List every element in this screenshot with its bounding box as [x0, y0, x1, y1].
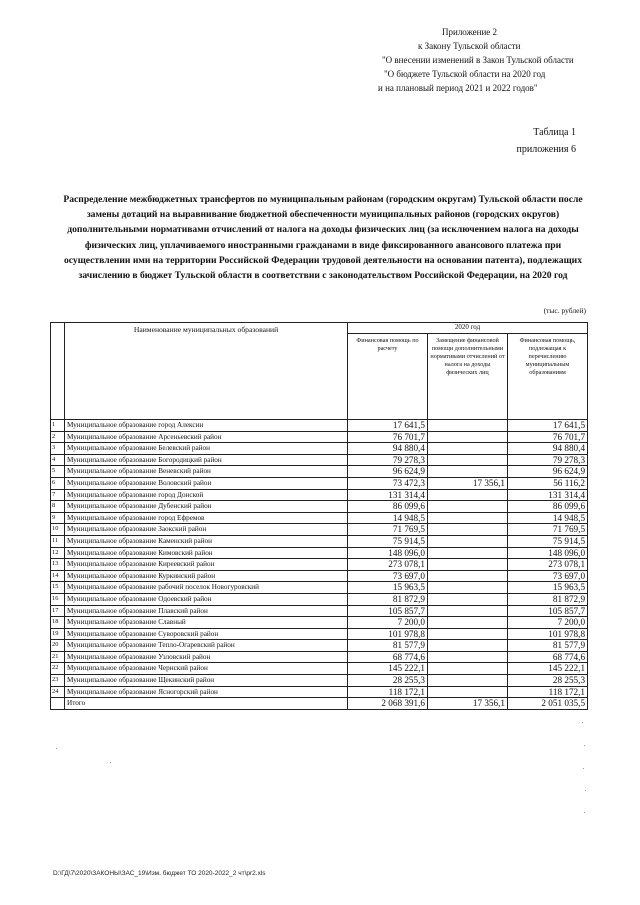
row-calculated: 76 701,7 [348, 431, 428, 443]
row-replacement [428, 512, 508, 524]
scan-speck [56, 748, 57, 749]
row-name: Муниципальное образование город Донской [65, 489, 348, 501]
row-replacement: 17 356,1 [428, 477, 508, 489]
table-row [51, 431, 588, 443]
row-number: 17 [51, 605, 65, 617]
row-transfer: 75 914,5 [508, 535, 588, 547]
table-row [51, 605, 588, 617]
table-row [51, 420, 588, 432]
appendix-line-5: и на плановый период 2021 и 2022 годов" [378, 83, 538, 93]
row-replacement [428, 489, 508, 501]
row-transfer: 76 701,7 [508, 431, 588, 443]
row-transfer: 15 963,5 [508, 582, 588, 594]
total-number-cell [51, 698, 65, 710]
total-transfer: 2 051 035,5 [508, 698, 588, 710]
row-number: 2 [51, 431, 65, 443]
table-row [51, 640, 588, 652]
row-name: Муниципальное образование Узловский район [65, 651, 348, 663]
row-replacement [428, 640, 508, 652]
file-path-footer: D:\ГД\7\2020\ЗАКОНЫ\ЗАС_19\Изм. бюджет ТО 2020-2022_2 чт\pr2.xls [53, 870, 266, 877]
appendix-header [378, 25, 628, 95]
table-row [51, 535, 588, 547]
row-number: 18 [51, 617, 65, 629]
row-name: Муниципальное образование город Ефремов [65, 512, 348, 524]
total-replacement: 17 356,1 [428, 698, 508, 710]
table-row [51, 512, 588, 524]
row-replacement [428, 535, 508, 547]
table-row [51, 501, 588, 513]
row-calculated: 28 255,3 [348, 675, 428, 687]
table-row [51, 477, 588, 489]
row-number: 23 [51, 675, 65, 687]
row-name: Муниципальное образование Одоевский район [65, 593, 348, 605]
row-calculated: 14 948,5 [348, 512, 428, 524]
row-name: Муниципальное образование Арсеньевский район [65, 431, 348, 443]
row-calculated: 118 172,1 [348, 686, 428, 698]
table-row [51, 570, 588, 582]
header-number-cell [51, 323, 65, 420]
table-row [51, 559, 588, 571]
table-ref-line-1: Таблица 1 [533, 127, 576, 138]
row-calculated: 75 914,5 [348, 535, 428, 547]
row-number: 6 [51, 477, 65, 489]
document-title: Распределение межбюджетных трансфертов по муниципальным районам (городским округам) Тульской области после замены дотаций на выравнивание бюджетной обеспеченности муниципальных районов (городских округов) дополнительными нормативами отчислений от налога на доходы физических лиц (за исключением налога на доходы физических лиц, уплачиваемого иностранными гражданами в виде фиксированного авансового платежа при осуществлении ими на территории Российской Федерации трудовой деятельности на основании патента), подлежащих зачислению в бюджет Тульской области в соответствии с законодательством Российской Федерации, на 2020 год [63, 194, 583, 282]
header-col-calculated: Финансовая помощь по расчету [348, 334, 428, 420]
row-transfer: 145 222,1 [508, 663, 588, 675]
table-row [51, 651, 588, 663]
row-replacement [428, 454, 508, 466]
row-number: 12 [51, 547, 65, 559]
row-transfer: 131 314,4 [508, 489, 588, 501]
total-calculated: 2 068 391,6 [348, 698, 428, 710]
row-transfer: 71 769,5 [508, 524, 588, 536]
table-row [51, 617, 588, 629]
appendix-line-3: "О внесении изменений в Закон Тульской области [382, 55, 574, 65]
table-row [51, 547, 588, 559]
row-transfer: 118 172,1 [508, 686, 588, 698]
row-name: Муниципальное образование Чернский район [65, 663, 348, 675]
row-replacement [428, 617, 508, 629]
row-name: Муниципальное образование Киреевский район [65, 559, 348, 571]
row-calculated: 273 078,1 [348, 559, 428, 571]
total-row [51, 698, 588, 710]
row-calculated: 15 963,5 [348, 582, 428, 594]
row-transfer: 28 255,3 [508, 675, 588, 687]
row-number: 9 [51, 512, 65, 524]
scan-speck [584, 745, 585, 746]
row-transfer: 81 577,9 [508, 640, 588, 652]
units-label: (тыс. рублей) [543, 306, 586, 315]
row-calculated: 148 096,0 [348, 547, 428, 559]
table-row [51, 443, 588, 455]
row-number: 10 [51, 524, 65, 536]
row-name: Муниципальное образование Белевский район [65, 443, 348, 455]
row-transfer: 86 099,6 [508, 501, 588, 513]
row-calculated: 86 099,6 [348, 501, 428, 513]
table-row [51, 628, 588, 640]
row-replacement [428, 686, 508, 698]
row-replacement [428, 593, 508, 605]
row-number: 5 [51, 466, 65, 478]
row-name: Муниципальное образование Плавский район [65, 605, 348, 617]
row-name: Муниципальное образование Воловский район [65, 477, 348, 489]
row-number: 15 [51, 582, 65, 594]
table-ref-line-2: приложения 6 [516, 144, 576, 155]
row-calculated: 94 880,4 [348, 443, 428, 455]
row-transfer: 14 948,5 [508, 512, 588, 524]
table-row [51, 593, 588, 605]
row-calculated: 96 624,9 [348, 466, 428, 478]
row-name: Муниципальное образование Суворовский район [65, 628, 348, 640]
table-row [51, 675, 588, 687]
row-transfer: 81 872,9 [508, 593, 588, 605]
row-number: 20 [51, 640, 65, 652]
row-replacement [428, 443, 508, 455]
row-name: Муниципальное образование Каменский район [65, 535, 348, 547]
row-transfer: 7 200,0 [508, 617, 588, 629]
total-label: Итого [65, 698, 348, 710]
appendix-line-1: Приложение 2 [442, 27, 498, 37]
row-transfer: 148 096,0 [508, 547, 588, 559]
row-name: Муниципальное образование Кимовский район [65, 547, 348, 559]
row-replacement [428, 605, 508, 617]
row-replacement [428, 547, 508, 559]
table-row [51, 489, 588, 501]
row-calculated: 105 857,7 [348, 605, 428, 617]
row-name: Муниципальное образование Богородицкий район [65, 454, 348, 466]
row-replacement [428, 420, 508, 432]
row-number: 1 [51, 420, 65, 432]
row-name: Муниципальное образование Славный [65, 617, 348, 629]
table-body [51, 420, 588, 710]
row-name: Муниципальное образование город Алексин [65, 420, 348, 432]
scan-speck [110, 762, 111, 763]
row-number: 8 [51, 501, 65, 513]
row-replacement [428, 570, 508, 582]
row-transfer: 68 774,6 [508, 651, 588, 663]
row-number: 13 [51, 559, 65, 571]
row-name: Муниципальное образование рабочий поселок Новогуровский [65, 582, 348, 594]
row-replacement [428, 675, 508, 687]
row-transfer: 56 116,2 [508, 477, 588, 489]
header-name-cell: Наименование муниципальных образований [65, 323, 348, 420]
row-number: 24 [51, 686, 65, 698]
row-calculated: 17 641,5 [348, 420, 428, 432]
row-replacement [428, 582, 508, 594]
row-name: Муниципальное образование Заокский район [65, 524, 348, 536]
row-replacement [428, 651, 508, 663]
row-replacement [428, 559, 508, 571]
scan-speck [584, 812, 585, 813]
row-calculated: 79 278,3 [348, 454, 428, 466]
row-name: Муниципальное образование Куркинский район [65, 570, 348, 582]
table-row [51, 454, 588, 466]
row-calculated: 101 978,8 [348, 628, 428, 640]
row-transfer: 73 697,0 [508, 570, 588, 582]
row-transfer: 79 278,3 [508, 454, 588, 466]
row-number: 21 [51, 651, 65, 663]
row-number: 7 [51, 489, 65, 501]
table-reference [496, 124, 576, 158]
header-col-replacement: Замещение финансовой помощи дополнительными нормативами отчислений от налога на доходы физических лиц [428, 334, 508, 420]
row-calculated: 68 774,6 [348, 651, 428, 663]
row-number: 4 [51, 454, 65, 466]
row-number: 3 [51, 443, 65, 455]
row-replacement [428, 524, 508, 536]
row-replacement [428, 501, 508, 513]
appendix-line-2: к Закону Тульской области [418, 41, 521, 51]
scan-speck [582, 722, 583, 723]
row-replacement [428, 663, 508, 675]
row-number: 16 [51, 593, 65, 605]
table-row [51, 466, 588, 478]
row-calculated: 131 314,4 [348, 489, 428, 501]
table-row [51, 524, 588, 536]
row-transfer: 17 641,5 [508, 420, 588, 432]
transfers-table [50, 322, 588, 710]
row-transfer: 94 880,4 [508, 443, 588, 455]
row-number: 14 [51, 570, 65, 582]
row-number: 11 [51, 535, 65, 547]
row-transfer: 101 978,8 [508, 628, 588, 640]
row-name: Муниципальное образование Дубенский район [65, 501, 348, 513]
row-calculated: 81 577,9 [348, 640, 428, 652]
header-year-cell: 2020 год [348, 323, 588, 334]
table-row [51, 686, 588, 698]
table-row [51, 582, 588, 594]
row-name: Муниципальное образование Щекинский район [65, 675, 348, 687]
row-calculated: 7 200,0 [348, 617, 428, 629]
row-calculated: 71 769,5 [348, 524, 428, 536]
row-number: 22 [51, 663, 65, 675]
row-name: Муниципальное образование Веневский район [65, 466, 348, 478]
row-name: Муниципальное образование Ясногорский район [65, 686, 348, 698]
scan-speck [585, 790, 586, 791]
table-row [51, 663, 588, 675]
row-replacement [428, 431, 508, 443]
row-calculated: 145 222,1 [348, 663, 428, 675]
row-name: Муниципальное образование Тепло-Огаревский район [65, 640, 348, 652]
appendix-line-4: "О бюджете Тульской области на 2020 год [384, 69, 546, 79]
row-calculated: 73 697,0 [348, 570, 428, 582]
scan-speck [583, 768, 584, 769]
row-replacement [428, 466, 508, 478]
row-calculated: 81 872,9 [348, 593, 428, 605]
row-transfer: 273 078,1 [508, 559, 588, 571]
row-transfer: 96 624,9 [508, 466, 588, 478]
row-number: 19 [51, 628, 65, 640]
row-transfer: 105 857,7 [508, 605, 588, 617]
row-calculated: 73 472,3 [348, 477, 428, 489]
row-replacement [428, 628, 508, 640]
header-col-transfer: Финансовая помощь, подлежащая к перечислению муниципальным образованиям [508, 334, 588, 420]
